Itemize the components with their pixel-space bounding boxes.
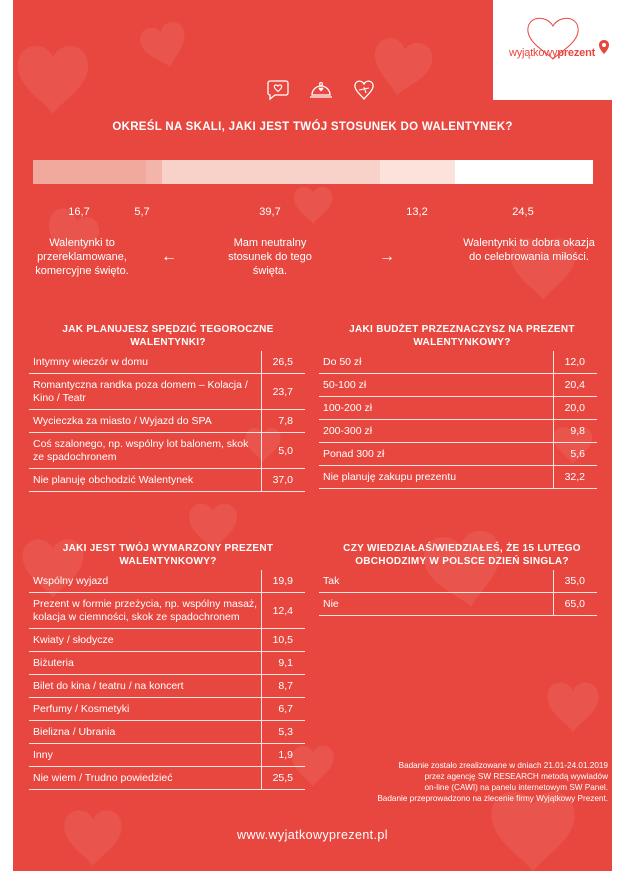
- scale-segment-2: [146, 160, 162, 184]
- table-row: [29, 593, 305, 629]
- row-value: 26,5: [261, 351, 305, 374]
- infographic-poster: [13, 0, 612, 871]
- row-value: 5,6: [553, 443, 597, 466]
- table-row: [29, 721, 305, 744]
- table-row: [319, 351, 597, 374]
- row-value: 20,4: [553, 374, 597, 397]
- table-row: [29, 698, 305, 721]
- scale-value-1: 16,7: [68, 206, 90, 218]
- row-label: 50-100 zł: [319, 374, 553, 397]
- study-footnote: [303, 760, 608, 804]
- row-label: Romantyczna randka poza domem – Kolacja / Kino / Teatr: [29, 374, 261, 410]
- gift-dome-icon: [309, 78, 333, 102]
- row-value: 19,9: [261, 570, 305, 593]
- logo-name-bold: prezent: [557, 47, 596, 59]
- row-label: Prezent w formie przeżycia, np. wspólny masaż, kolacja w ciemności, skok ze spadochronem: [29, 593, 261, 629]
- scale-center-label: Mam neutralny stosunek do tego święta.: [228, 237, 312, 277]
- table-row: [29, 374, 305, 410]
- table-row: [319, 374, 597, 397]
- left-arrow-icon: ←: [161, 248, 177, 265]
- table-row: [319, 593, 597, 616]
- row-value: 8,7: [261, 675, 305, 698]
- singles-table: [319, 570, 597, 616]
- table-row: [29, 433, 305, 469]
- budget-title: JAKI BUDŻET PRZEZNACZYSZ NA PREZENT WALENTYNKOWY?: [349, 324, 575, 348]
- right-arrow-icon: →: [379, 248, 395, 265]
- scale-segment-4: [380, 160, 455, 184]
- scale-value-5: 24,5: [512, 206, 534, 218]
- row-label: Perfumy / Kosmetyki: [29, 698, 261, 721]
- row-value: 5,3: [261, 721, 305, 744]
- table-row: [29, 767, 305, 790]
- row-label: Tak: [319, 570, 553, 593]
- row-value: 5,0: [261, 433, 305, 469]
- row-label: Wycieczka za miasto / Wyjazd do SPA: [29, 410, 261, 433]
- row-label: Wspólny wyjazd: [29, 570, 261, 593]
- heart-speech-icon: [266, 78, 290, 102]
- row-label: Kwiaty / słodycze: [29, 629, 261, 652]
- dream-gift-title: JAKI JEST TWÓJ WYMARZONY PREZENT WALENTYNKOWY?: [62, 543, 274, 567]
- row-label: Nie wiem / Trudno powiedzieć: [29, 767, 261, 790]
- row-value: 1,9: [261, 744, 305, 767]
- plans-table: [29, 351, 305, 492]
- table-row: [319, 420, 597, 443]
- location-pin-icon: [599, 40, 609, 54]
- table-row: [319, 466, 597, 489]
- row-value: 35,0: [553, 570, 597, 593]
- footnote-line-1: Badanie zostało zrealizowane w dniach 21.01-24.01.2019: [398, 761, 608, 770]
- row-value: 7,8: [261, 410, 305, 433]
- row-label: Biżuteria: [29, 652, 261, 675]
- table-row: [319, 397, 597, 420]
- singles-title: CZY WIEDZIAŁAŚ/WIEDZIAŁEŚ, ŻE 15 LUTEGO OBCHODZIMY W POLSCE DZIEŃ SINGLA?: [343, 543, 581, 567]
- footnote-line-2: przez agencję SW RESEARCH metodą wywiadów: [424, 772, 608, 781]
- table-row: [29, 410, 305, 433]
- website-link[interactable]: www.wyjatkowyprezent.pl: [237, 828, 388, 842]
- logo-name-light: wyjątkowy: [509, 47, 558, 59]
- row-label: Intymny wieczór w domu: [29, 351, 261, 374]
- icons-row: [266, 78, 376, 102]
- row-value: 12,0: [553, 351, 597, 374]
- plans-title: JAK PLANUJESZ SPĘDZIĆ TEGOROCZNE WALENTYNKI?: [62, 324, 274, 348]
- row-value: 9,1: [261, 652, 305, 675]
- row-value: 32,2: [553, 466, 597, 489]
- table-row: [29, 629, 305, 652]
- table-row: [319, 570, 597, 593]
- attitude-scale: [33, 160, 593, 184]
- brand-logo[interactable]: [493, 0, 612, 100]
- scale-left-label: Walentynki to przereklamowane, komercyjne święto.: [35, 237, 129, 277]
- table-row: [29, 570, 305, 593]
- logo-text: [509, 47, 595, 59]
- row-label: Bielizna / Ubrania: [29, 721, 261, 744]
- row-label: Coś szalonego, np. wspólny lot balonem, skok ze spadochronem: [29, 433, 261, 469]
- row-label: Inny: [29, 744, 261, 767]
- footnote-line-4: Badanie przeprowadzono na zlecenie firmy Wyjątkowy Prezent.: [377, 794, 608, 803]
- scale-segment-5: [455, 160, 593, 184]
- budget-table: [319, 351, 597, 489]
- row-value: 6,7: [261, 698, 305, 721]
- footnote-line-3: on-line (CAWI) na panelu internetowym SW Panel.: [424, 783, 608, 792]
- scale-segment-3: [162, 160, 380, 184]
- row-label: Ponad 300 zł: [319, 443, 553, 466]
- heart-ribbon-icon: [352, 78, 376, 102]
- scale-value-2: 5,7: [134, 206, 150, 218]
- row-label: Nie planuję zakupu prezentu: [319, 466, 553, 489]
- table-row: [29, 675, 305, 698]
- row-value: 10,5: [261, 629, 305, 652]
- row-value: 37,0: [261, 469, 305, 492]
- row-value: 23,7: [261, 374, 305, 410]
- table-row: [29, 652, 305, 675]
- scale-value-4: 13,2: [406, 206, 428, 218]
- scale-value-3: 39,7: [259, 206, 281, 218]
- row-label: Nie planuję obchodzić Walentynek: [29, 469, 261, 492]
- row-value: 12,4: [261, 593, 305, 629]
- row-value: 65,0: [553, 593, 597, 616]
- table-row: [319, 443, 597, 466]
- main-question: OKREŚL NA SKALI, JAKI JEST TWÓJ STOSUNEK DO WALENTYNEK?: [112, 121, 513, 133]
- row-label: Nie: [319, 593, 553, 616]
- scale-right-label: Walentynki to dobra okazja do celebrowania miłości.: [463, 237, 595, 263]
- row-label: Bilet do kina / teatru / na koncert: [29, 675, 261, 698]
- table-row: [29, 744, 305, 767]
- row-value: 9,8: [553, 420, 597, 443]
- table-row: [29, 469, 305, 492]
- scale-segment-1: [33, 160, 146, 184]
- table-row: [29, 351, 305, 374]
- row-label: 200-300 zł: [319, 420, 553, 443]
- row-label: 100-200 zł: [319, 397, 553, 420]
- dream-gift-table: [29, 570, 305, 790]
- row-value: 25,5: [261, 767, 305, 790]
- row-value: 20,0: [553, 397, 597, 420]
- row-label: Do 50 zł: [319, 351, 553, 374]
